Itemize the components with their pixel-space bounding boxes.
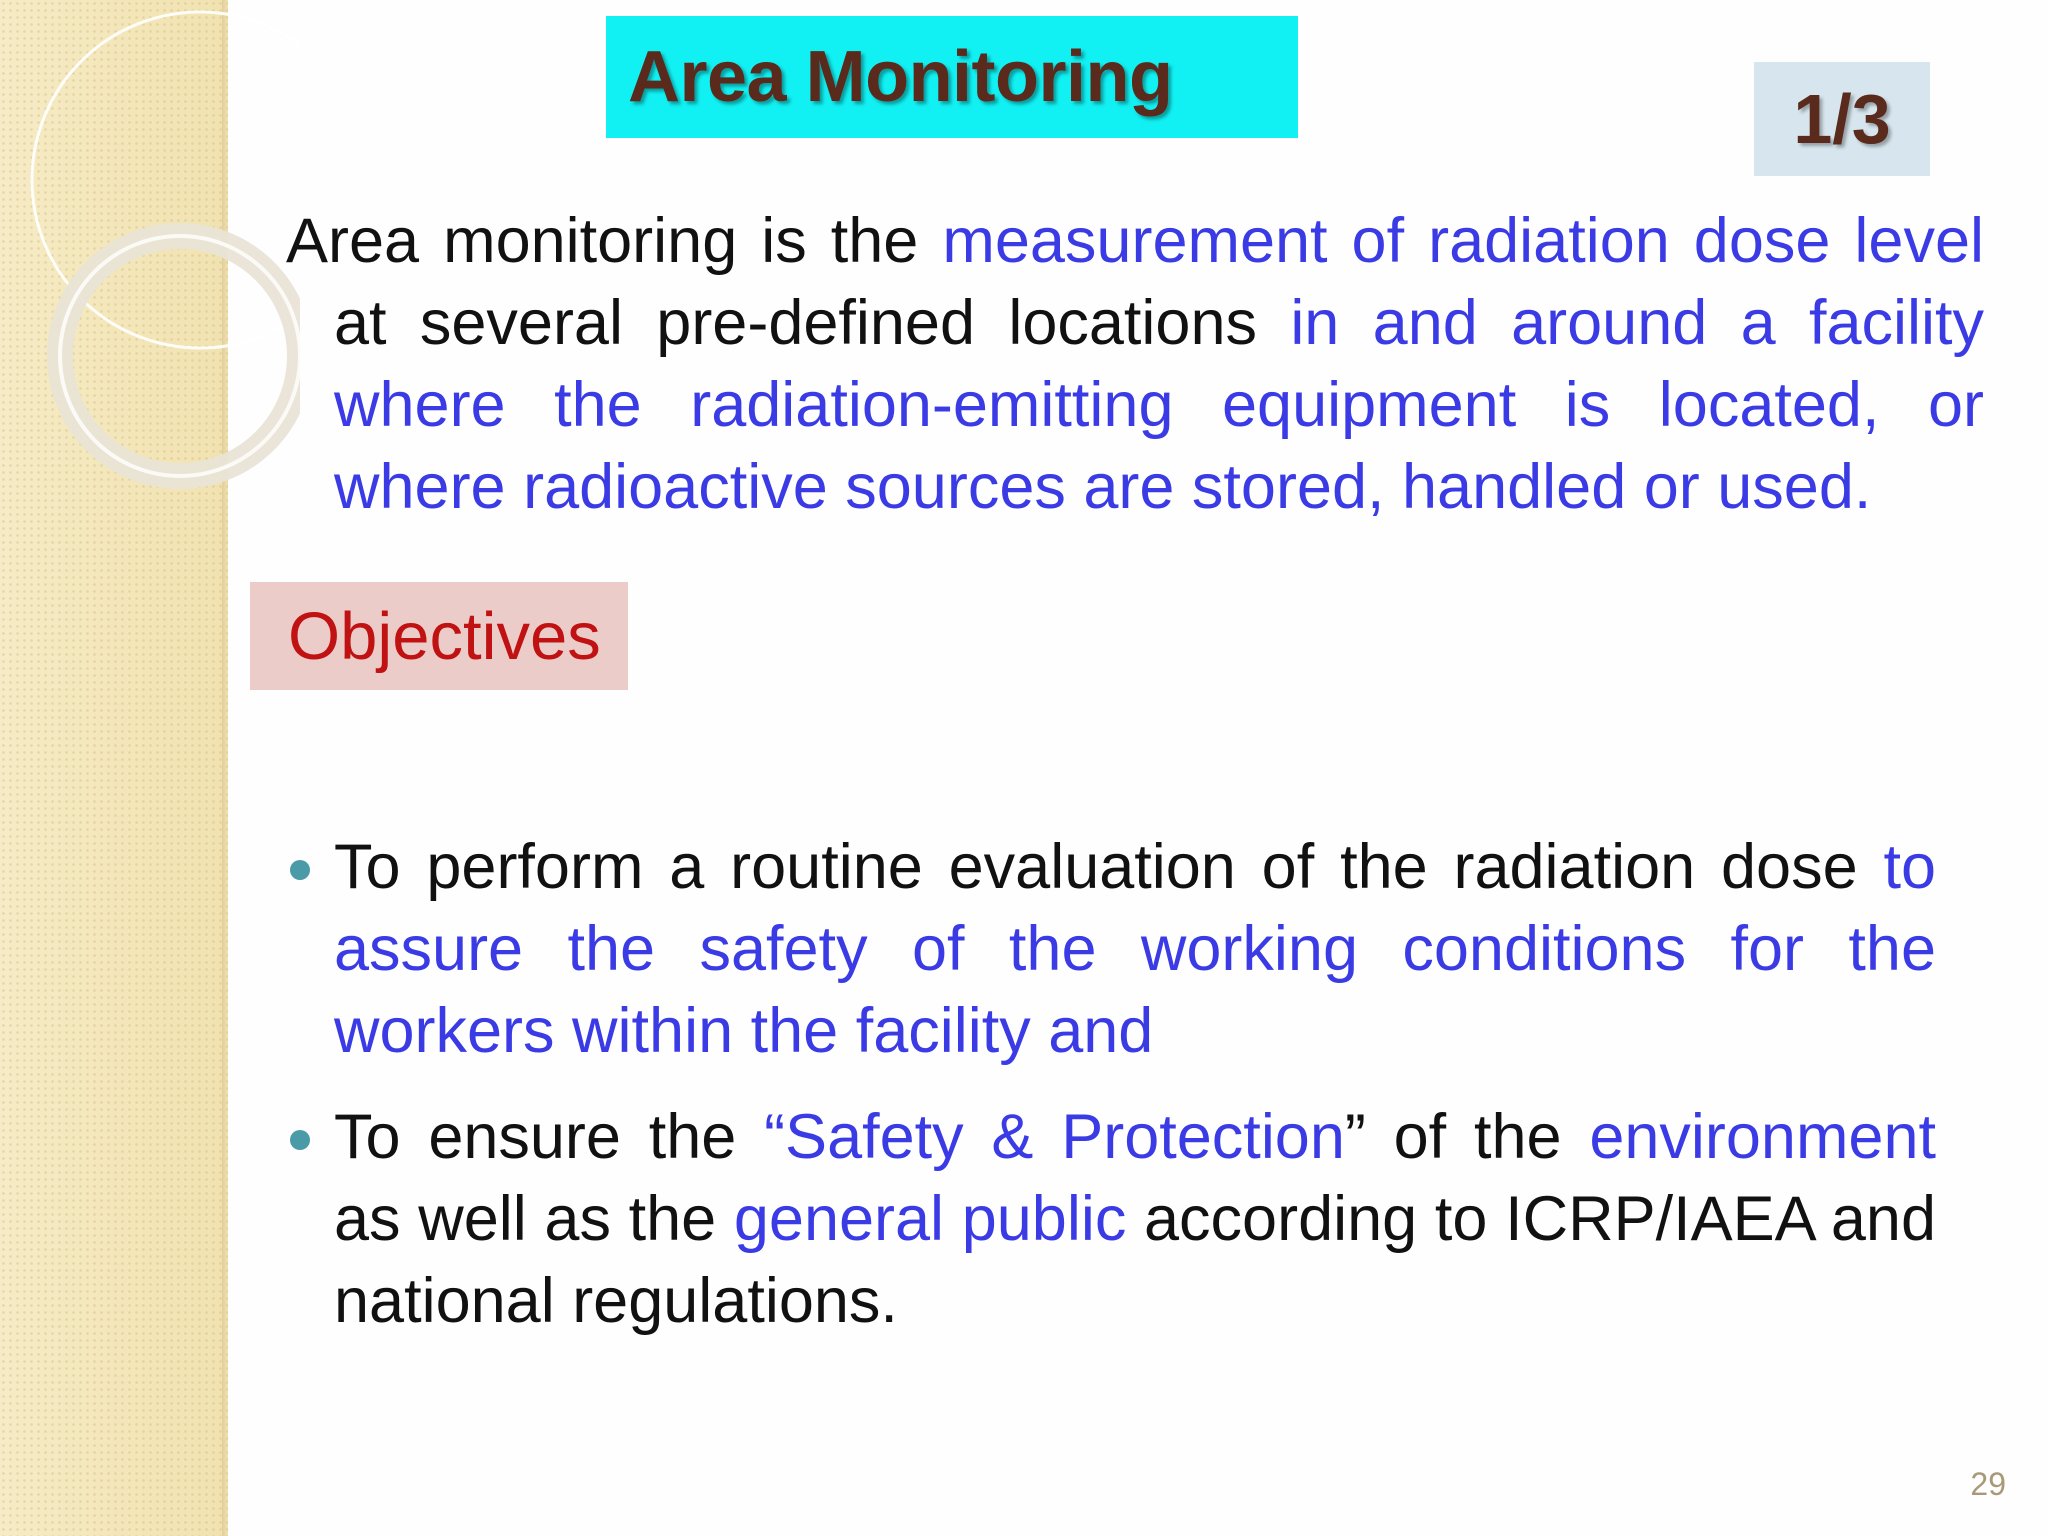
decorative-ring-small-inner: [60, 236, 300, 476]
slide-title: Area Monitoring: [628, 37, 1173, 117]
bullet-dot-icon: [290, 860, 310, 880]
intro-paragraph: [286, 200, 1984, 598]
slide-number: 29: [1970, 1466, 2006, 1502]
bullet-highlight: to assure the safety of the working conditions for the workers within the facility and: [334, 832, 1936, 1066]
bullet-segment: according to ICRP/IAEA and national regulations.: [334, 1184, 1936, 1336]
bullet-highlight: general public: [733, 1184, 1127, 1254]
objectives-heading-box: [250, 582, 628, 690]
intro-highlight: in and around a facility where the radiation-emitting equipment is located, or where radioactive sources are stored, handled or used.: [334, 288, 1984, 522]
bullet-highlight: “Safety & Protection: [764, 1102, 1345, 1172]
objectives-heading: Objectives: [288, 598, 601, 674]
objectives-list: [286, 826, 1936, 1366]
intro-segment: at several pre-defined locations: [334, 288, 1291, 358]
objective-item: [286, 826, 1936, 1072]
part-badge-label: 1/3: [1793, 80, 1891, 158]
part-badge: [1754, 62, 1930, 176]
bullet-highlight: environment: [1589, 1102, 1937, 1172]
decorative-rings: [0, 0, 300, 520]
bullet-segment: as well as the: [334, 1184, 734, 1254]
title-banner: [606, 16, 1298, 138]
intro-segment: Area monitoring is the: [286, 206, 943, 276]
bullet-dot-icon: [290, 1130, 310, 1150]
intro-highlight: measurement of radiation dose level: [942, 206, 1984, 276]
bullet-segment: ” of the: [1344, 1102, 1590, 1172]
objective-item: [286, 1096, 1936, 1342]
bullet-segment: To ensure the: [334, 1102, 765, 1172]
bullet-segment: To perform a routine evaluation of the radiation dose: [334, 832, 1884, 902]
